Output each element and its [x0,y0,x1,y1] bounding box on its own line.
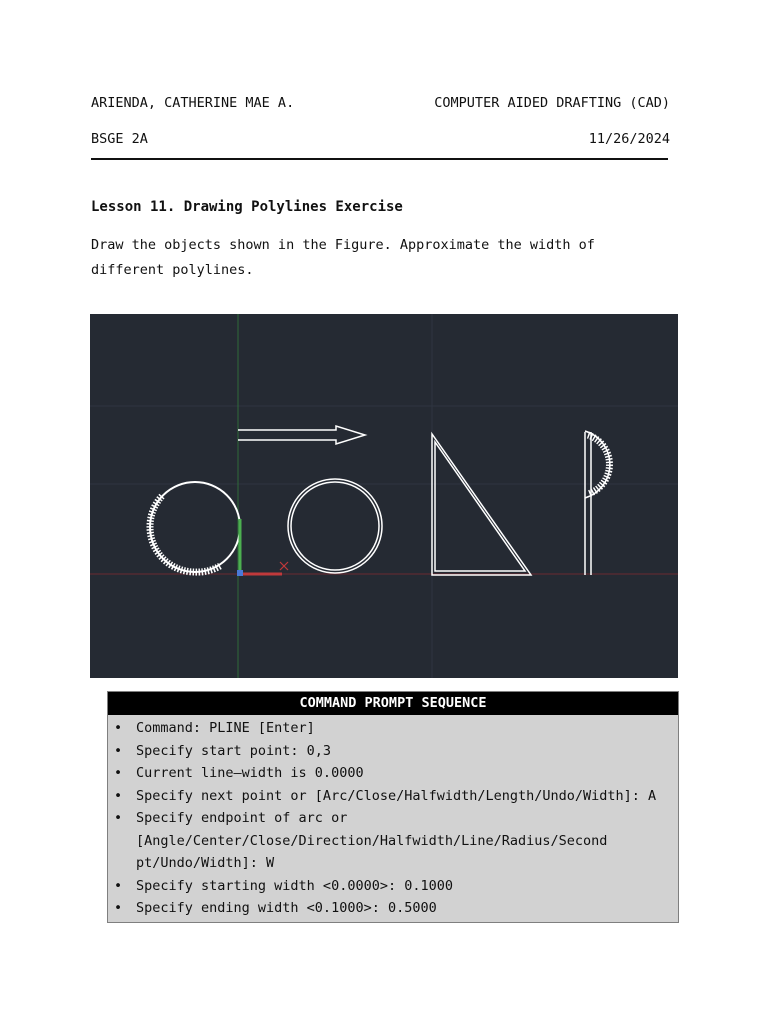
course-title: COMPUTER AIDED DRAFTING (CAD) [434,95,670,111]
command-step: • Specify endpoint of arc or [Angle/Center/Close/Direction/Halfwidth/Line/Radius/Second pt/Undo/Width]: W [108,807,678,875]
lesson-instructions: Draw the objects shown in the Figure. Approximate the width of different polylines. [91,237,595,278]
command-step: • Current line–width is 0.0000 [108,762,678,785]
command-step: • Specify next point or [Arc/Close/Halfwidth/Length/Undo/Width]: A [108,785,678,808]
lesson-title: Lesson 11. Drawing Polylines Exercise [91,199,403,215]
command-step: • Specify start point: 0,3 [108,740,678,763]
header-divider [91,158,668,160]
cad-drawing-figure [90,314,678,678]
student-section: BSGE 2A [91,131,148,147]
command-prompt-title: COMMAND PROMPT SEQUENCE [108,692,678,715]
command-prompt-table [107,691,679,923]
document-date: 11/26/2024 [588,131,670,147]
command-step: • Specify ending width <0.1000>: 0.5000 [108,897,678,920]
command-step: • Specify starting width <0.0000>: 0.1000 [108,875,678,898]
command-step: • Command: PLINE [Enter] [108,717,678,740]
command-steps-list [108,715,678,922]
student-name: ARIENDA, CATHERINE MAE A. [91,95,295,111]
